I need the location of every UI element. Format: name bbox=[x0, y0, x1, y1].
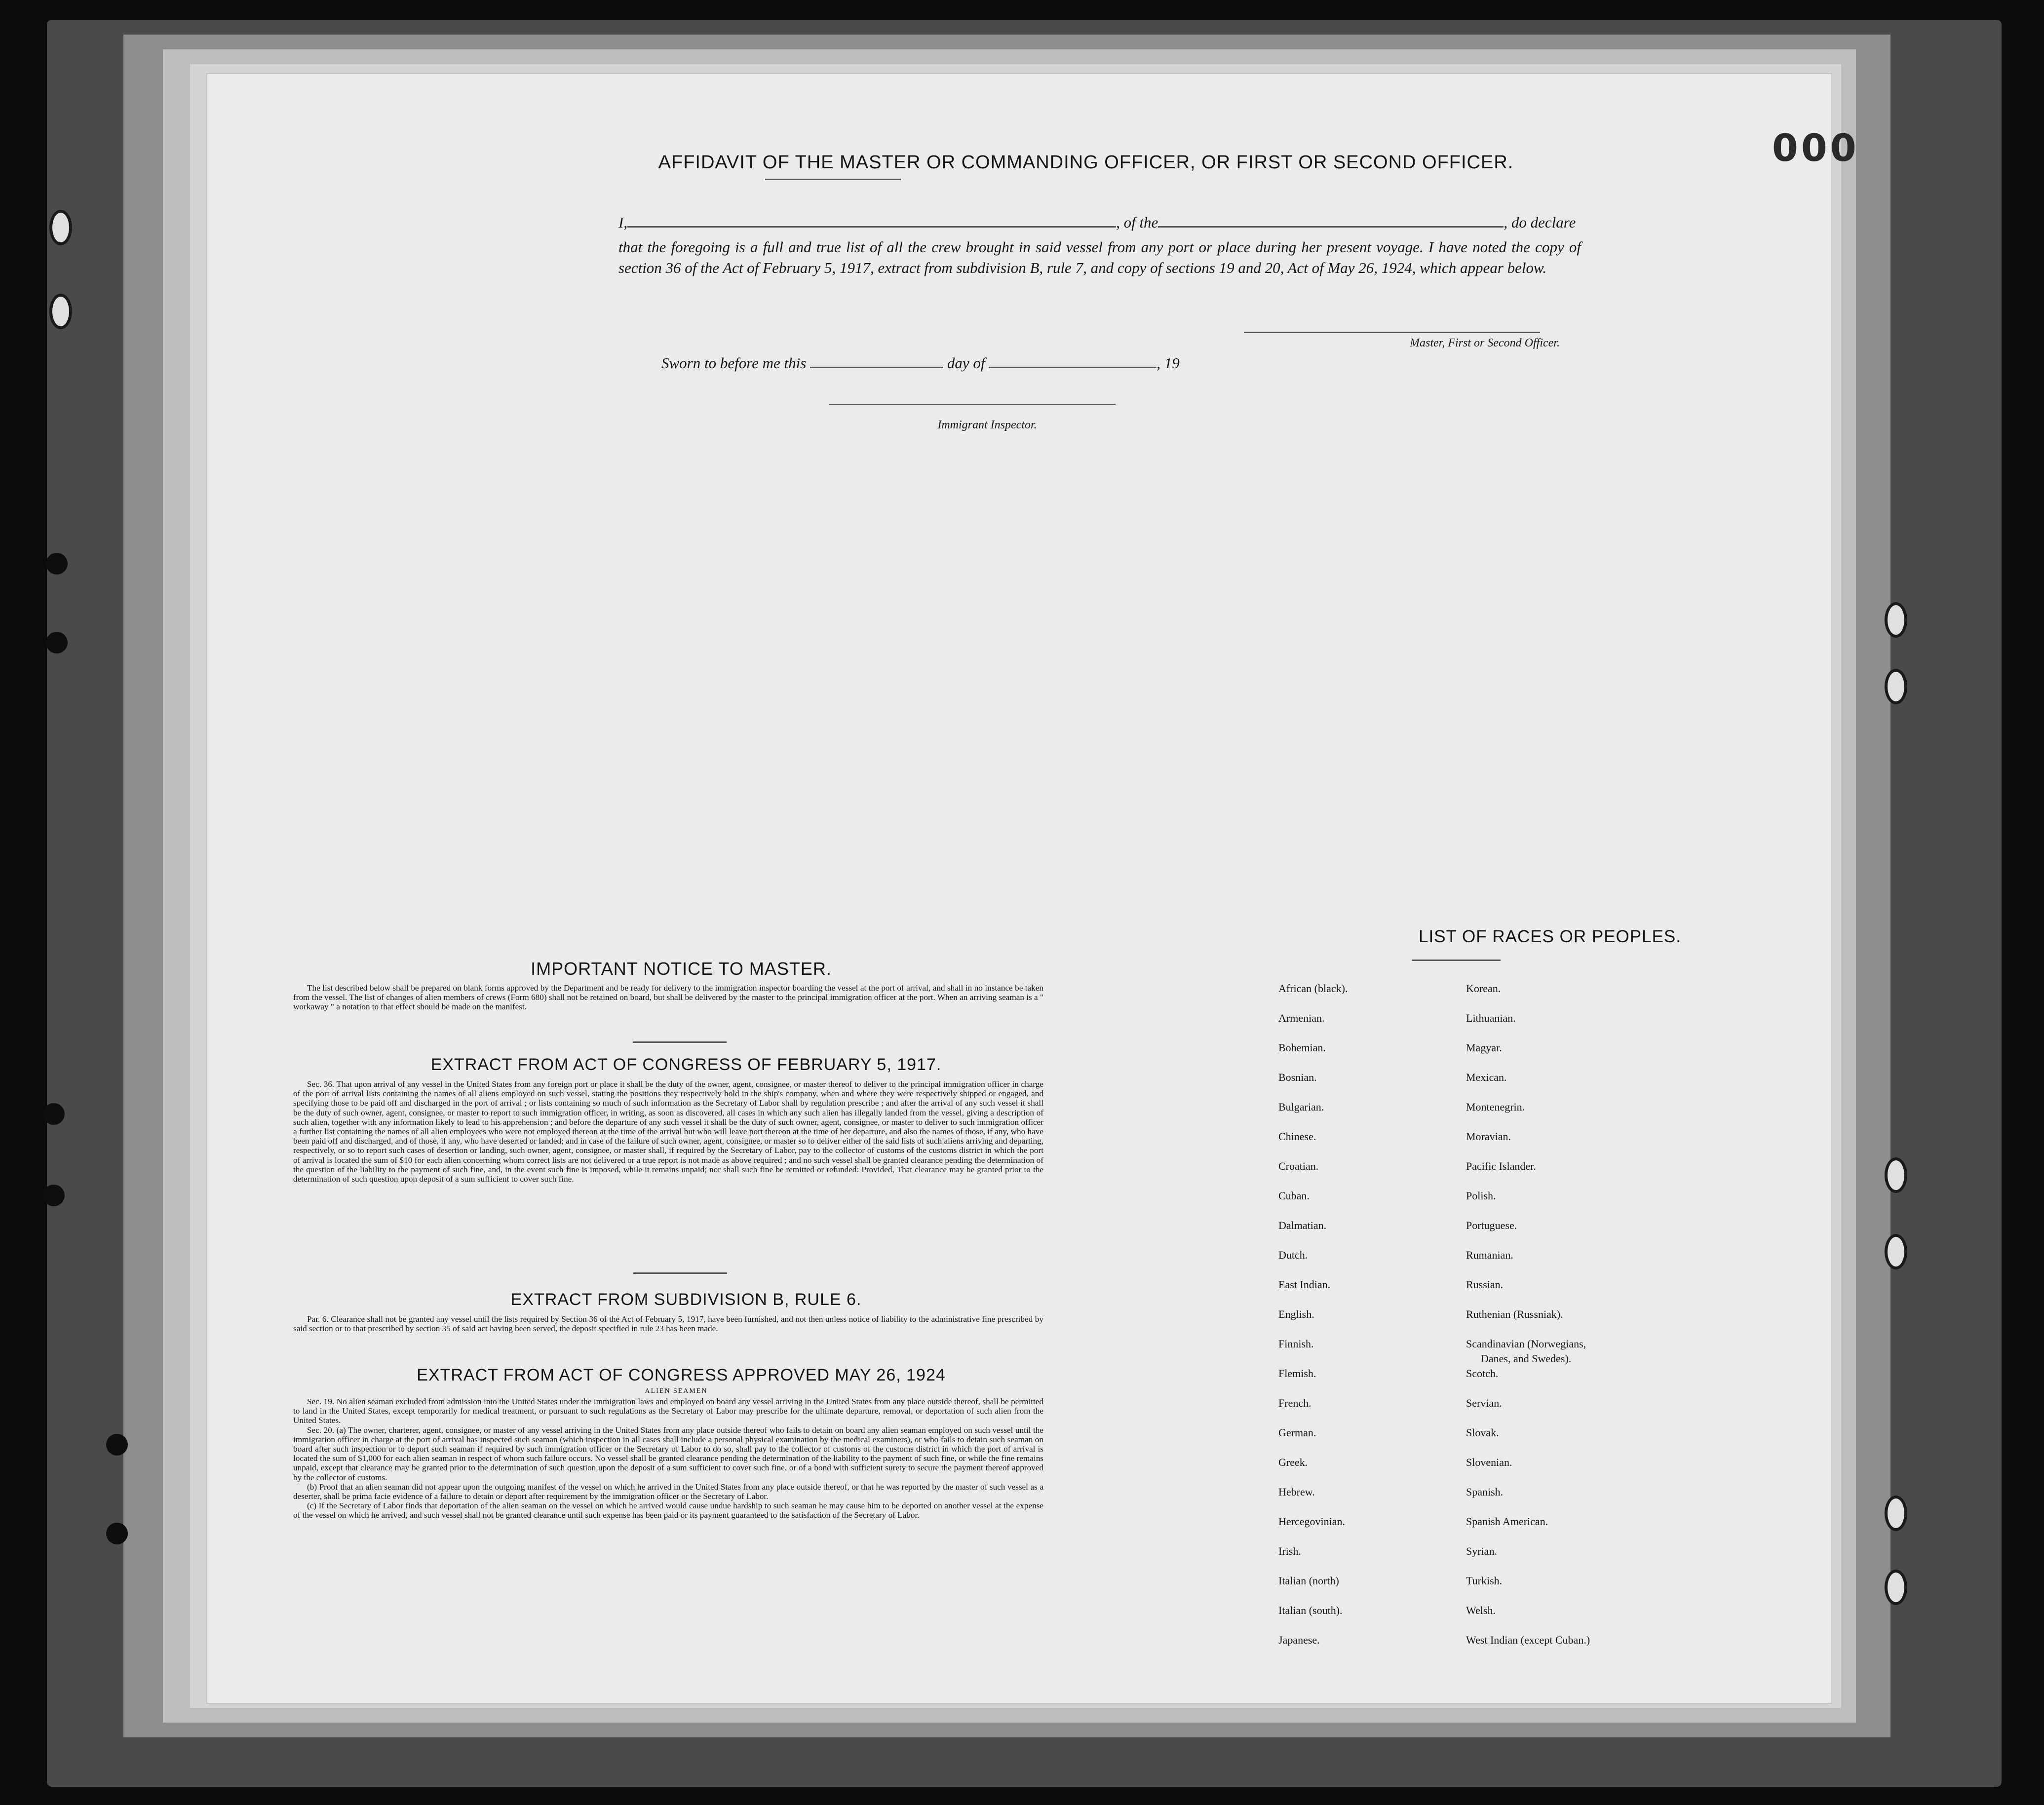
affidavit-of-the-label: , of the bbox=[1116, 214, 1158, 231]
race-item: Magyar. bbox=[1466, 1041, 1502, 1054]
affidavit-declaration-line bbox=[618, 214, 1576, 231]
race-item: Armenian. bbox=[1278, 1012, 1325, 1024]
race-item: Welsh. bbox=[1466, 1604, 1496, 1616]
binder-hole bbox=[1885, 1496, 1907, 1531]
binder-hole bbox=[1885, 1157, 1907, 1193]
binder-hole bbox=[43, 1103, 65, 1125]
race-item: Russian. bbox=[1466, 1278, 1504, 1291]
race-item: Ruthenian (Russniak). bbox=[1466, 1308, 1563, 1320]
race-item: Slovak. bbox=[1466, 1426, 1499, 1439]
race-item: Danes, and Swedes). bbox=[1481, 1352, 1572, 1365]
race-item: Spanish American. bbox=[1466, 1515, 1548, 1528]
race-item: Chinese. bbox=[1278, 1130, 1316, 1143]
race-item: English. bbox=[1278, 1308, 1314, 1320]
affidavit-title: AFFIDAVIT OF THE MASTER OR COMMANDING OFFICER, OR FIRST OR SECOND OFFICER. bbox=[658, 152, 1514, 173]
extract-1917-body: Sec. 36. That upon arrival of any vessel in the United States from any foreign port or place it shall be the duty of the owner, agent, consignee, or master thereof to deliver to the principal immigration officer in charge of the port of arrival lists containing the names of all aliens employed on such vessel, stating the positions they respectively hold in the ship's company, when and where they were respectively shipped or engaged, and specifying those to be paid off and discharged in the port of arrival ; or lists containing so much of such information as the Secretary of Labor shall by regulation prescribe ; and after the arrival of any such vessel it shall be the duty of such owner, agent, consignee, or master to report to such immigration officer, in writing, as soon as discovered, all cases in which any such alien has illegally landed from the vessel, giving a description of such alien, together with any information likely to lead to his apprehension ; and before the departure of any such vessel it shall be the duty of such owner, agent, consignee, or master to deliver to such immigration officer a further list containing the names of all alien employees who were not employed thereon at the time of the arrival but who will leave port thereon at the time of her departure, and also the names of those, if any, who have been paid off and discharged, and of those, if any, who have deserted or landed; and in case of the failure of such owner, agent, consignee, or master so to deliver either of the said lists of such aliens arriving and departing, respectively, or so to report such cases of desertion or landing, such owner, agent, consignee, or master shall, if required by the Secretary of Labor, pay to the collector of customs of the customs district in which the port of arrival is located the sum of $10 for each alien concerning whom correct lists are not delivered or a true report is not made as above required ; and no such vessel shall be granted clearance pending the determination of the question of the liability to the payment of such fine, and, in the event such fine is imposed, while it remains unpaid; nor shall such fine be remitted or refunded: Provided, That clearance may be granted prior to the determination of such question upon deposit of a sum sufficient to cover such fine. bbox=[293, 1079, 1043, 1184]
race-item: Cuban. bbox=[1278, 1190, 1310, 1202]
inspector-signature-line bbox=[829, 404, 1116, 405]
race-item: Slovenian. bbox=[1466, 1456, 1512, 1468]
inspector-caption: Immigrant Inspector. bbox=[937, 419, 1037, 431]
divider bbox=[765, 179, 901, 180]
race-item: Hebrew. bbox=[1278, 1486, 1315, 1498]
race-item: Bulgarian. bbox=[1278, 1101, 1324, 1113]
race-item: Dutch. bbox=[1278, 1249, 1308, 1261]
binder-hole bbox=[43, 1185, 65, 1206]
sworn-line bbox=[661, 354, 1303, 372]
binder-hole bbox=[106, 1523, 128, 1544]
notice-body: The list described below shall be prepared on blank forms approved by the Department and be ready for delivery to the immigration inspector boarding the vessel at the port of arrival, and shall in no instance be taken from the vessel. The list of changes of alien members of crews (Form 680) shall not be retained on board, but shall be delivered by the master to the principal immigration officer at the port. When an arriving seaman is a " workaway " a notation to that effect should be made on the manifest. bbox=[293, 983, 1043, 1012]
race-item: Polish. bbox=[1466, 1190, 1496, 1202]
race-item: Scandinavian (Norwegians, bbox=[1466, 1338, 1586, 1350]
race-item: Turkish. bbox=[1466, 1575, 1503, 1587]
divider bbox=[633, 1272, 727, 1274]
binder-hole bbox=[1885, 669, 1907, 704]
race-item: Bohemian. bbox=[1278, 1041, 1326, 1054]
race-item: Servian. bbox=[1466, 1397, 1502, 1409]
vessel-name-blank bbox=[1158, 226, 1504, 228]
binder-hole bbox=[49, 210, 72, 245]
section-20c-paragraph: (c) If the Secretary of Labor finds that deportation of the alien seaman on the vessel on which he arrived would cause undue hardship to such seaman he may cause him to be deported on another vessel at the expense of the vessel on which he arrived, and such vessel shall not be granted clearance until such expense has been paid or its payment guaranteed to the satisfaction of the Secretary of Labor. bbox=[293, 1501, 1043, 1520]
race-item: Spanish. bbox=[1466, 1486, 1504, 1498]
alien-seamen-subtitle: ALIEN SEAMEN bbox=[645, 1387, 708, 1395]
race-item: Lithuanian. bbox=[1466, 1012, 1516, 1024]
race-item: Moravian. bbox=[1466, 1130, 1511, 1143]
race-item: Hercegovinian. bbox=[1278, 1515, 1345, 1528]
race-item: Rumanian. bbox=[1466, 1249, 1513, 1261]
notice-title: IMPORTANT NOTICE TO MASTER. bbox=[531, 959, 832, 979]
extract-1917-title: EXTRACT FROM ACT OF CONGRESS OF FEBRUARY 5, 1917. bbox=[430, 1055, 942, 1074]
race-item: East Indian. bbox=[1278, 1278, 1331, 1291]
race-item: Greek. bbox=[1278, 1456, 1308, 1468]
races-title: LIST OF RACES OR PEOPLES. bbox=[1418, 927, 1681, 946]
officer-name-blank bbox=[627, 226, 1116, 228]
race-item: Dalmatian. bbox=[1278, 1219, 1327, 1231]
affidavit-do-declare-label: , do declare bbox=[1504, 214, 1576, 231]
binder-hole bbox=[1885, 1234, 1907, 1269]
race-item: Bosnian. bbox=[1278, 1071, 1317, 1083]
signature-line bbox=[1244, 332, 1540, 333]
page-number-stamp: 000 bbox=[1772, 126, 1859, 170]
binder-hole bbox=[49, 294, 72, 329]
race-item: French. bbox=[1278, 1397, 1311, 1409]
race-item: Italian (south). bbox=[1278, 1604, 1343, 1616]
section-20a-paragraph: Sec. 20. (a) The owner, charterer, agent, consignee, or master of any vessel arriving in the United States from any place outside thereof who fails to detain on board any alien seaman employed on such vessel until the immigration officer in charge at the port of arrival has inspected such seaman (which inspection in all cases shall include a personal physical examination by the medical examiners), or who fails to detain such seaman on board after such inspection or to deport such seaman if required by such immigration officer or the Secretary of Labor to do so, shall pay to the collector of customs of the customs district in which the port of arrival is located the sum of $1,000 for each alien seaman in respect of whom such failure occurs. No vessel shall be granted clearance pending the determination of the liability to the payment of such fine, or while the fine remains unpaid, except that clearance may be granted prior to the determination of such question upon the deposit of a sum sufficient to cover such fine, or of a bond with sufficient surety to secure the payment thereof approved by the collector of customs. bbox=[293, 1425, 1043, 1482]
binder-hole bbox=[1885, 602, 1907, 638]
extract-1924-title: EXTRACT FROM ACT OF CONGRESS APPROVED MAY 26, 1924 bbox=[417, 1366, 946, 1384]
sworn-label: Sworn to before me this bbox=[661, 354, 807, 372]
race-item: Flemish. bbox=[1278, 1367, 1316, 1380]
race-item: Mexican. bbox=[1466, 1071, 1507, 1083]
binder-hole bbox=[1885, 1570, 1907, 1605]
race-item: Italian (north) bbox=[1278, 1575, 1339, 1587]
section-20b-paragraph: (b) Proof that an alien seaman did not appear upon the outgoing manifest of the vessel on which he arrived in the United States from any place outside thereof, or that he was reported by the master of such vessel as a deserter, shall be prima facie evidence of a failure to detain or deport after requirement by the immigration officer or the Secretary of Labor. bbox=[293, 1482, 1043, 1501]
race-item: Syrian. bbox=[1466, 1545, 1497, 1557]
year-label: , 19 bbox=[1157, 354, 1180, 372]
section-19-paragraph: Sec. 19. No alien seaman excluded from admission into the United States under the immigration laws and employed on board any vessel arriving in the United States from any place outside thereof, shall be permitted to land in the United States, except temporarily for medical treatment, or pursuant to such regulations as the Secretary of Labor may prescribe for the ultimate departure, removal, or deportation of such alien from the United States. bbox=[293, 1397, 1043, 1425]
race-item: African (black). bbox=[1278, 982, 1348, 995]
binder-hole bbox=[106, 1434, 128, 1456]
divider bbox=[633, 1041, 727, 1043]
race-item: Korean. bbox=[1466, 982, 1501, 995]
affidavit-i-label: I, bbox=[618, 214, 628, 231]
extract-rule6-title: EXTRACT FROM SUBDIVISION B, RULE 6. bbox=[510, 1290, 862, 1309]
race-item: West Indian (except Cuban.) bbox=[1466, 1634, 1590, 1646]
signature-caption: Master, First or Second Officer. bbox=[1410, 337, 1560, 349]
race-item: Irish. bbox=[1278, 1545, 1301, 1557]
day-blank bbox=[810, 367, 943, 368]
race-item: Montenegrin. bbox=[1466, 1101, 1525, 1113]
extract-rule6-body: Par. 6. Clearance shall not be granted any vessel until the lists required by Section 36 of the Act of February 5, 1917, have been furnished, and not then unless notice of liability to the administrative fine prescribed by said section or to that prescribed by section 35 of said act having been served, the deposit specified in rule 23 has been made. bbox=[293, 1314, 1043, 1334]
day-of-label: day of bbox=[947, 354, 985, 372]
race-item: Portuguese. bbox=[1466, 1219, 1517, 1231]
race-item: Pacific Islander. bbox=[1466, 1160, 1536, 1172]
race-item: Japanese. bbox=[1278, 1634, 1320, 1646]
divider bbox=[1412, 960, 1501, 961]
extract-1924-body bbox=[293, 1397, 1043, 1520]
race-item: German. bbox=[1278, 1426, 1316, 1439]
month-blank bbox=[989, 367, 1157, 368]
race-item: Finnish. bbox=[1278, 1338, 1314, 1350]
race-item: Croatian. bbox=[1278, 1160, 1319, 1172]
affidavit-body: that the foregoing is a full and true list of all the crew brought in said vessel from any port or place during her present voyage. I have noted the copy of section 36 of the Act of February 5, 1917, extract from subdivision B, rule 7, and copy of sections 19 and 20, Act of May 26, 1924, which appear below. bbox=[618, 238, 1581, 276]
binder-hole bbox=[46, 553, 68, 575]
race-item: Scotch. bbox=[1466, 1367, 1499, 1380]
binder-hole bbox=[46, 632, 68, 653]
